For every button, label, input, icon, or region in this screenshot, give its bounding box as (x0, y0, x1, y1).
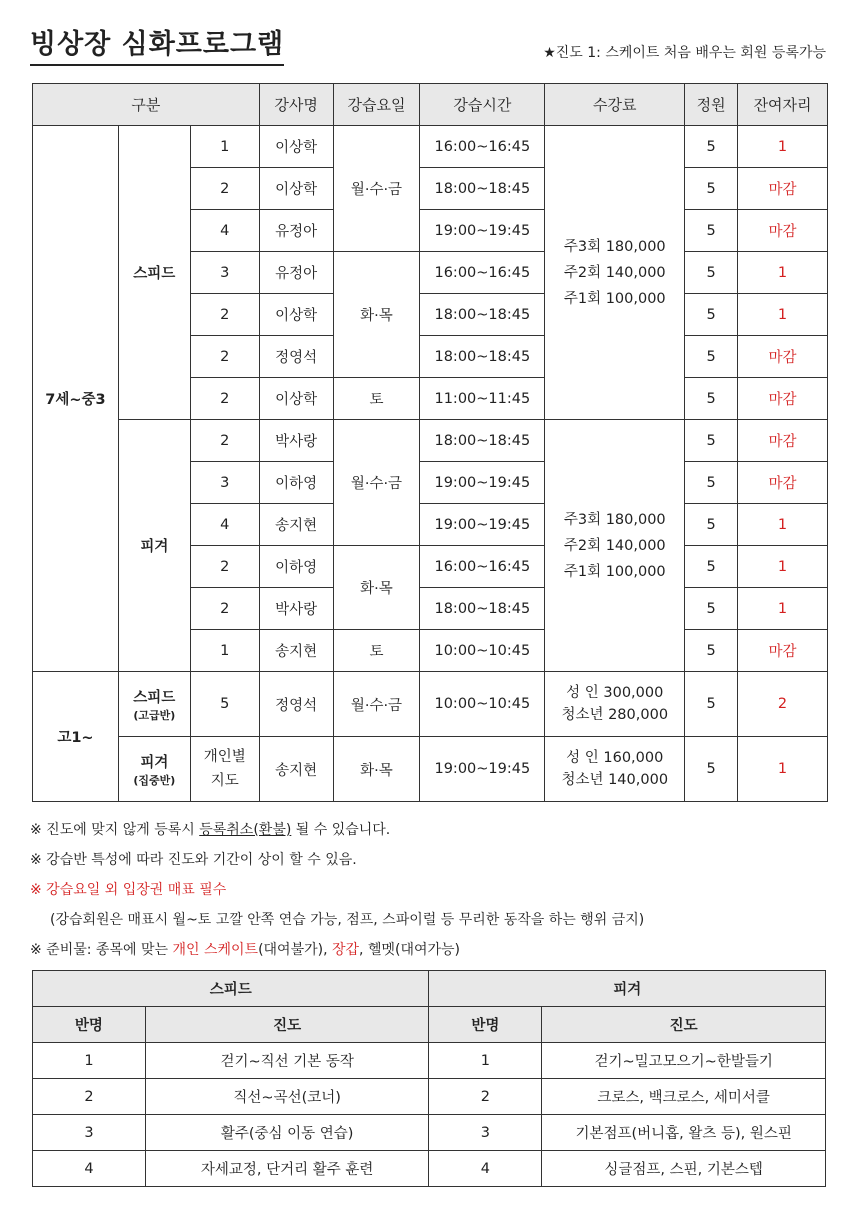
day-cell: 월·수·금 (333, 420, 420, 546)
progress-subheader-row (33, 1007, 826, 1043)
capacity-cell: 5 (685, 168, 738, 210)
note-text: 될 수 있습니다. (291, 822, 391, 838)
remaining-cell: 1 (738, 588, 828, 630)
capacity-cell: 5 (685, 210, 738, 252)
speed-content: 걷기~직선 기본 동작 (145, 1043, 429, 1079)
fee-cell (545, 420, 685, 672)
day-cell: 토 (333, 630, 420, 672)
time-cell: 18:00~18:45 (420, 588, 545, 630)
fee-line: 성 인 160,000 (566, 750, 664, 766)
instructor-cell: 유정아 (259, 252, 333, 294)
instructor-cell: 이상학 (259, 168, 333, 210)
header-class: 반명 (429, 1007, 542, 1043)
header-capacity: 정원 (685, 84, 738, 126)
age-group-young: 7세~중3 (33, 126, 119, 672)
figure-content: 싱글점프, 스핀, 기본스텝 (542, 1151, 826, 1187)
time-cell: 18:00~18:45 (420, 294, 545, 336)
figure-content: 걷기~밀고모으기~한발들기 (542, 1043, 826, 1079)
time-cell: 16:00~16:45 (420, 546, 545, 588)
time-cell: 16:00~16:45 (420, 252, 545, 294)
sport-speed-advanced (118, 672, 190, 737)
sport-figure: 피겨 (118, 420, 190, 672)
level-note: ★진도 1: 스케이트 처음 배우는 회원 등록가능 (543, 45, 826, 61)
class-level: 2 (190, 168, 259, 210)
remaining-cell: 2 (738, 672, 828, 737)
time-cell: 11:00~11:45 (420, 378, 545, 420)
table-row (33, 672, 828, 737)
capacity-cell: 5 (685, 588, 738, 630)
capacity-cell: 5 (685, 378, 738, 420)
header-category: 구분 (33, 84, 260, 126)
day-cell: 화·목 (333, 737, 420, 802)
note-line: ※ 강습요일 외 입장권 매표 필수 (30, 882, 227, 898)
progress-header-row (33, 971, 826, 1007)
instructor-cell: 유정아 (259, 210, 333, 252)
figure-class: 1 (429, 1043, 542, 1079)
instructor-cell: 이상학 (259, 126, 333, 168)
note-text: ※ 준비물: 종목에 맞는 (30, 942, 173, 958)
class-level: 2 (190, 378, 259, 420)
time-cell: 18:00~18:45 (420, 336, 545, 378)
sport-label: 스피드 (133, 689, 176, 706)
day-cell: 화·목 (333, 546, 420, 630)
remaining-cell: 마감 (738, 168, 828, 210)
fee-line: 주1회 100,000 (563, 290, 666, 307)
time-cell: 19:00~19:45 (420, 504, 545, 546)
capacity-cell: 5 (685, 737, 738, 802)
header-fee: 수강료 (545, 84, 685, 126)
header-time: 강습시간 (420, 84, 545, 126)
capacity-cell: 5 (685, 672, 738, 737)
speed-class: 4 (33, 1151, 146, 1187)
note-line: (강습회원은 매표시 월~토 고깔 안쪽 연습 가능, 점프, 스파이럴 등 무리한 동작을 하는 행위 금지) (50, 912, 645, 928)
progress-row (33, 1079, 826, 1115)
header-day: 강습요일 (333, 84, 420, 126)
remaining-cell: 마감 (738, 210, 828, 252)
time-cell: 19:00~19:45 (420, 737, 545, 802)
instructor-cell: 이상학 (259, 378, 333, 420)
page-title: 빙상장 심화프로그램 (30, 28, 284, 66)
note-highlight: 장갑 (331, 942, 360, 958)
header-instructor: 강사명 (259, 84, 333, 126)
header-content: 진도 (145, 1007, 429, 1043)
fee-line: 성 인 300,000 (566, 685, 664, 701)
fee-cell (545, 672, 685, 737)
header-figure: 피겨 (429, 971, 826, 1007)
day-cell: 월·수·금 (333, 672, 420, 737)
table-row (33, 420, 828, 462)
remaining-cell: 1 (738, 504, 828, 546)
instructor-cell: 이상학 (259, 294, 333, 336)
instructor-cell: 이하영 (259, 462, 333, 504)
class-level: 4 (190, 210, 259, 252)
figure-class: 2 (429, 1079, 542, 1115)
figure-class: 3 (429, 1115, 542, 1151)
day-cell: 월·수·금 (333, 126, 420, 252)
fee-line: 주2회 140,000 (563, 264, 666, 281)
capacity-cell: 5 (685, 462, 738, 504)
class-level: 1 (190, 126, 259, 168)
capacity-cell: 5 (685, 420, 738, 462)
fee-line: 주1회 100,000 (563, 563, 666, 580)
instructor-cell: 송지현 (259, 504, 333, 546)
class-level: 2 (190, 420, 259, 462)
sport-label: 피겨 (140, 754, 169, 771)
time-cell: 18:00~18:45 (420, 168, 545, 210)
class-level: 2 (190, 588, 259, 630)
capacity-cell: 5 (685, 546, 738, 588)
class-level: 2 (190, 336, 259, 378)
table-row (33, 737, 828, 802)
note-text: ※ 진도에 맞지 않게 등록시 (30, 822, 200, 838)
note-highlight: 개인 스케이트 (172, 942, 259, 958)
sport-speed: 스피드 (118, 126, 190, 420)
note-text: (대여불가), (258, 942, 332, 958)
instructor-cell: 이하영 (259, 546, 333, 588)
time-cell: 10:00~10:45 (420, 630, 545, 672)
remaining-cell: 1 (738, 737, 828, 802)
fee-cell (545, 737, 685, 802)
class-level (190, 737, 259, 802)
class-level: 3 (190, 462, 259, 504)
speed-class: 1 (33, 1043, 146, 1079)
note-underlined: 등록취소(환불) (199, 822, 292, 838)
figure-content: 기본점프(버니홉, 왈츠 등), 원스핀 (542, 1115, 826, 1151)
class-level: 4 (190, 504, 259, 546)
remaining-cell: 1 (738, 546, 828, 588)
remaining-cell: 1 (738, 252, 828, 294)
day-cell: 화·목 (333, 252, 420, 378)
instructor-cell: 박사랑 (259, 588, 333, 630)
fee-line: 청소년 280,000 (561, 707, 669, 723)
table-header-row (33, 84, 828, 126)
remaining-cell: 마감 (738, 462, 828, 504)
progress-table (32, 970, 826, 1187)
class-level: 5 (190, 672, 259, 737)
header-content: 진도 (542, 1007, 826, 1043)
sport-figure-intensive (118, 737, 190, 802)
capacity-cell: 5 (685, 504, 738, 546)
header-class: 반명 (33, 1007, 146, 1043)
remaining-cell: 마감 (738, 378, 828, 420)
instructor-cell: 송지현 (259, 737, 333, 802)
capacity-cell: 5 (685, 126, 738, 168)
remaining-cell: 1 (738, 294, 828, 336)
progress-row (33, 1151, 826, 1187)
speed-content: 직선~곡선(코너) (145, 1079, 429, 1115)
time-cell: 19:00~19:45 (420, 210, 545, 252)
instructor-cell: 정영석 (259, 336, 333, 378)
remaining-cell: 마감 (738, 336, 828, 378)
instructor-cell: 송지현 (259, 630, 333, 672)
capacity-cell: 5 (685, 336, 738, 378)
sport-sublabel: (고급반) (133, 708, 176, 722)
header-speed: 스피드 (33, 971, 429, 1007)
speed-class: 3 (33, 1115, 146, 1151)
time-cell: 10:00~10:45 (420, 672, 545, 737)
header-remaining: 잔여자리 (738, 84, 828, 126)
instructor-cell: 박사랑 (259, 420, 333, 462)
fee-line: 주2회 140,000 (563, 537, 666, 554)
schedule-table (32, 83, 828, 802)
notes-section (30, 815, 830, 965)
instructor-cell: 정영석 (259, 672, 333, 737)
note-line (30, 935, 830, 965)
note-line: ※ 강습반 특성에 따라 진도와 기간이 상이 할 수 있음. (30, 852, 357, 868)
capacity-cell: 5 (685, 294, 738, 336)
age-group-high: 고1~ (33, 672, 119, 802)
remaining-cell: 1 (738, 126, 828, 168)
speed-class: 2 (33, 1079, 146, 1115)
sport-sublabel: (집중반) (133, 773, 176, 787)
class-level: 3 (190, 252, 259, 294)
time-cell: 16:00~16:45 (420, 126, 545, 168)
time-cell: 19:00~19:45 (420, 462, 545, 504)
capacity-cell: 5 (685, 252, 738, 294)
figure-class: 4 (429, 1151, 542, 1187)
note-text: , 헬멧(대여가능) (359, 942, 461, 958)
time-cell: 18:00~18:45 (420, 420, 545, 462)
class-level: 1 (190, 630, 259, 672)
fee-cell (545, 126, 685, 420)
remaining-cell: 마감 (738, 630, 828, 672)
speed-content: 활주(중심 이동 연습) (145, 1115, 429, 1151)
day-cell: 토 (333, 378, 420, 420)
figure-content: 크로스, 백크로스, 세미서클 (542, 1079, 826, 1115)
fee-line: 주3회 180,000 (563, 511, 666, 528)
note-line (30, 815, 830, 845)
level-line: 개인별 (203, 749, 246, 765)
remaining-cell: 마감 (738, 420, 828, 462)
level-line: 지도 (210, 773, 239, 789)
fee-line: 주3회 180,000 (563, 238, 666, 255)
fee-line: 청소년 140,000 (561, 772, 669, 788)
table-row (33, 126, 828, 168)
class-level: 2 (190, 294, 259, 336)
progress-row (33, 1115, 826, 1151)
class-level: 2 (190, 546, 259, 588)
speed-content: 자세교정, 단거리 활주 훈련 (145, 1151, 429, 1187)
progress-row (33, 1043, 826, 1079)
capacity-cell: 5 (685, 630, 738, 672)
